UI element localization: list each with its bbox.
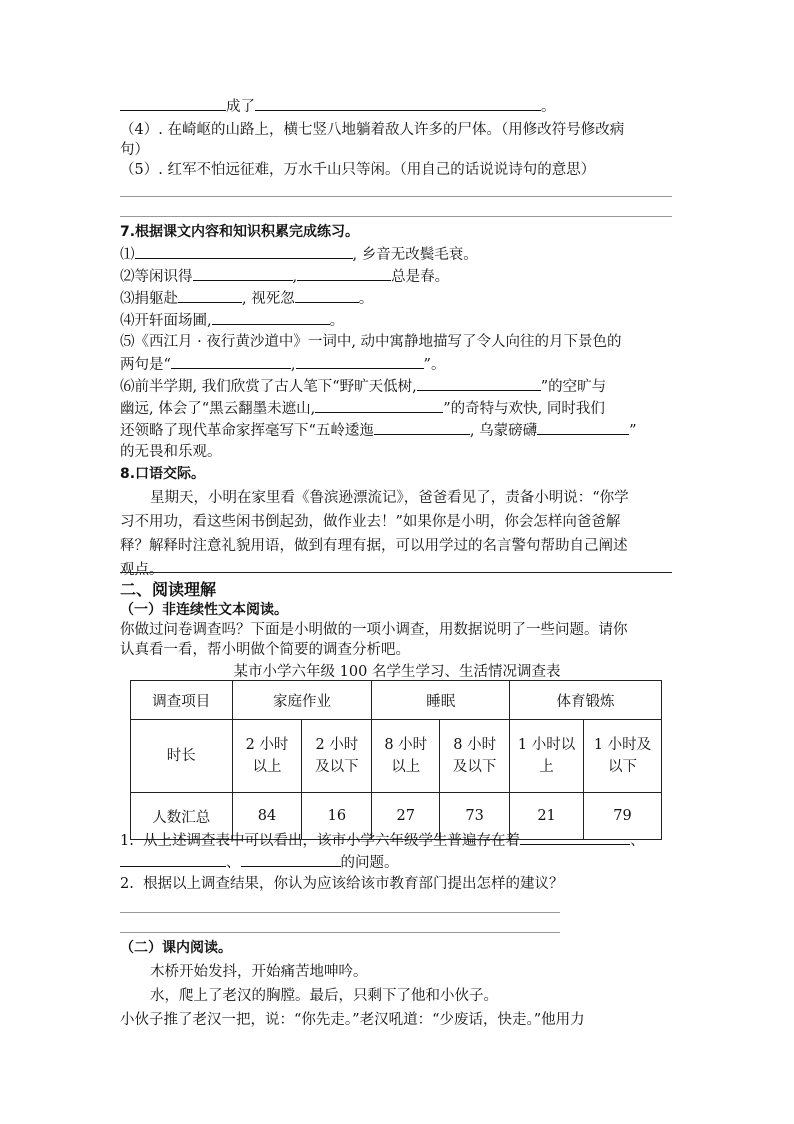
answer-line[interactable] — [120, 216, 672, 217]
table-cell: 8 小时以上 — [372, 720, 440, 793]
q6-item4-line1: （4）. 在崎岖的山路上，横七竖八地躺着敌人许多的尸体。（用修改符号修改病 — [120, 122, 625, 138]
blank[interactable] — [417, 376, 541, 391]
answer-line[interactable] — [120, 572, 672, 573]
q7-item1: ⑴ , 乡音无改鬓毛衰。 — [120, 244, 478, 265]
table-cell: 79 — [584, 793, 662, 840]
table-row — [131, 720, 662, 793]
q8-line2: 习不用功，看这些闲书倒起劲，做作业去！”如果你是小明，你会怎样向爸爸解 — [120, 514, 621, 530]
table-cell: 1 小时及以下 — [584, 720, 662, 793]
blank[interactable] — [315, 398, 443, 413]
row-label: 人数汇总 — [131, 793, 233, 840]
q6-item4-line2: 句） — [120, 142, 149, 158]
q8-line3: 释？解释时注意礼貌用语，做到有理有据，可以用学过的名言警句帮助自己阐述 — [120, 538, 628, 554]
blank[interactable] — [135, 244, 353, 259]
header-cell: 体育锻炼 — [510, 681, 662, 720]
blank[interactable] — [255, 96, 541, 111]
header-cell: 睡眠 — [372, 681, 510, 720]
q7-item6-line2: 幽远, 体会了“黑云翻墨未遮山, ”的奇特与欢快, 同时我们 — [120, 398, 605, 419]
table-caption: 某市小学六年级 100 名学生学习、生活情况调查表 — [233, 664, 561, 680]
blank[interactable] — [178, 288, 242, 303]
table-row — [131, 681, 662, 720]
blank[interactable] — [171, 354, 291, 369]
passage-line2: 水，爬上了老汉的胸膛。最后，只剩下了他和小伙子。 — [150, 988, 498, 1004]
q7-item5-line2: 两句是“ , ”。 — [120, 354, 445, 375]
blank[interactable] — [193, 266, 293, 281]
blank[interactable] — [537, 420, 629, 435]
passage-line3: 小伙子推了老汉一把，说：“你先走。”老汉吼道：“少废话，快走。”他用力 — [120, 1012, 585, 1028]
table-cell: 2 小时以上 — [232, 720, 302, 793]
blank[interactable] — [374, 420, 470, 435]
table-cell: 84 — [232, 793, 302, 840]
blank[interactable] — [297, 266, 391, 281]
q2-line: 2. 根据以上调查结果，你认为应该给该市教育部门提出怎样的建议？ — [120, 876, 564, 892]
passage-line1: 木桥开始发抖，开始痛苦地呻吟。 — [150, 964, 368, 980]
q8-line1: 星期天，小明在家里看《鲁滨逊漂流记》，爸爸看见了，责备小明说：“你学 — [150, 490, 629, 506]
section2-title: 二、阅读理解 — [120, 580, 217, 599]
table-cell: 16 — [302, 793, 372, 840]
intro-line1: 你做过问卷调查吗？下面是小明做的一项小调查，用数据说明了一些问题。请你 — [120, 622, 628, 638]
q8-title: 8.口语交际。 — [120, 466, 206, 482]
table-cell: 8 小时及以下 — [440, 720, 510, 793]
blank[interactable] — [295, 288, 359, 303]
q7-item6-line3: 还领略了现代革命家挥毫写下“五岭逶迤 , 乌蒙磅礴 ” — [120, 420, 637, 441]
blank[interactable] — [241, 852, 341, 867]
table-cell: 21 — [510, 793, 584, 840]
blank[interactable] — [120, 96, 226, 111]
table-cell: 2 小时及以下 — [302, 720, 372, 793]
q8-line4: 观点。 — [120, 562, 164, 578]
blank[interactable] — [120, 852, 226, 867]
blank[interactable] — [520, 830, 630, 845]
q7-item2: ⑵等闲识得 , 总是春。 — [120, 266, 449, 287]
part2-title: （二）课内阅读。 — [120, 940, 232, 956]
table-cell: 73 — [440, 793, 510, 840]
answer-line[interactable] — [120, 932, 560, 933]
part1-title: （一）非连续性文本阅读。 — [120, 602, 288, 618]
q6-fill-line: 成了 。 — [120, 96, 556, 117]
q1-line1: 1. 从上述调查表中可以看出，该市小学六年级学生普遍存在着 、 — [120, 830, 645, 851]
q1-line2: 、 的问题。 — [120, 852, 399, 873]
header-cell: 家庭作业 — [232, 681, 372, 720]
answer-line[interactable] — [120, 912, 560, 913]
q6-item5: （5）. 红军不怕远征难，万水千山只等闲。（用自己的话说说诗句的意思） — [120, 162, 596, 178]
table-cell: 1 小时以上 — [510, 720, 584, 793]
blank[interactable] — [296, 354, 424, 369]
q7-item6-line1: ⑹前半学期, 我们欣赏了古人笔下“野旷天低树, ”的空旷与 — [120, 376, 606, 397]
q7-item5-line1: ⑸《西江月 · 夜行黄沙道中》一词中, 动中寓静地描写了令人向往的月下景色的 — [120, 334, 622, 350]
q7-item6-line4: 的无畏和乐观。 — [120, 444, 222, 460]
table-cell: 27 — [372, 793, 440, 840]
answer-line[interactable] — [120, 196, 672, 197]
q7-item4: ⑷开轩面场圃, 。 — [120, 310, 344, 331]
survey-table — [130, 680, 662, 840]
q7-item3: ⑶捐躯赴 , 视死忽 。 — [120, 288, 373, 309]
blank[interactable] — [212, 310, 330, 325]
row-label: 时长 — [131, 720, 233, 793]
intro-line2: 认真看一看，帮小明做个简要的调查分析吧。 — [120, 642, 410, 658]
header-cell: 调查项目 — [131, 681, 233, 720]
q7-title: 7.根据课文内容和知识积累完成练习。 — [120, 224, 360, 240]
